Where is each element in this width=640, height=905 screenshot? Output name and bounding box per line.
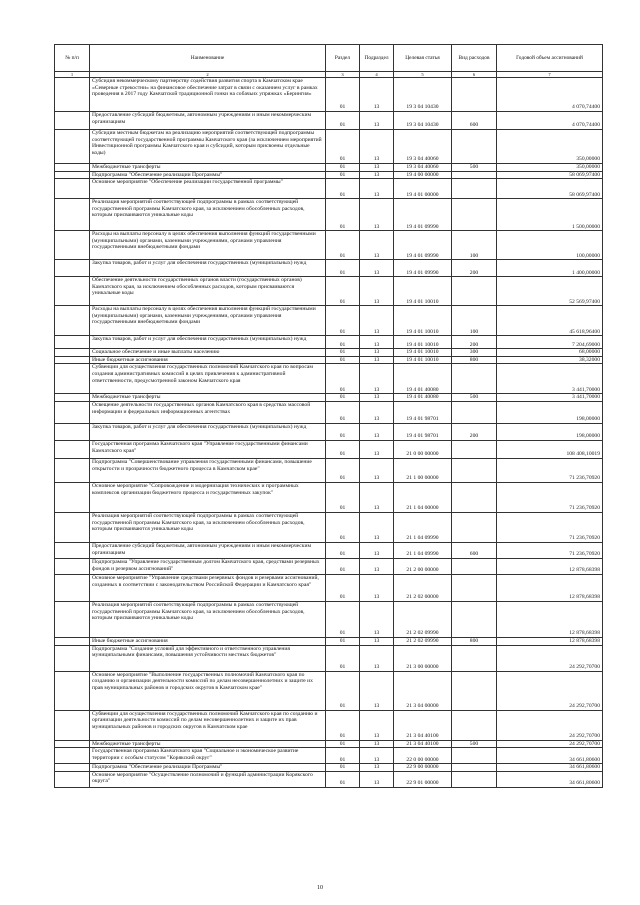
row-sum-cell: 24 292,70700: [497, 710, 603, 740]
row-name-cell: Субсидия некоммерческому партнерству содействия развития спорта в Камчатском крае «Северные стрекостни» на финансовое обеспечение затрат в связи с оказанием услуг в рамках проведения в 2017 году Камчатской традиционной гонки на собачьих упряжках «Берингия»: [90, 78, 326, 112]
row-cst-cell: 19 3 04 40060: [394, 130, 452, 164]
row-razdel-cell: 01: [326, 112, 360, 130]
row-razdel-cell: 01: [326, 260, 360, 277]
row-podrazdel-cell: 13: [360, 574, 394, 601]
row-cst-cell: 21 0 00 00000: [394, 440, 452, 458]
row-razdel-cell: 01: [326, 231, 360, 260]
table-row: [55, 748, 603, 764]
row-name-cell: Расходы на выплаты персоналу в целях обеспечения выполнения функций государственными (муниципальными) органами, казенными учреждениями, органами управления государственными внебюджетными фондами: [90, 306, 326, 336]
row-vr-cell: [452, 764, 497, 772]
row-razdel-cell: 01: [326, 512, 360, 542]
row-podrazdel-cell: 13: [360, 482, 394, 512]
row-sum-cell: 58 069,97400: [497, 171, 603, 179]
row-sum-cell: 7 204,69000: [497, 336, 603, 349]
row-cst-cell: 21 1 04 09990: [394, 542, 452, 558]
row-cst-cell: 19 4 01 10010: [394, 356, 452, 364]
row-vr-cell: 800: [452, 637, 497, 645]
col-header-sum: Годовой объем ассигнований: [497, 45, 603, 72]
row-podrazdel-cell: 13: [360, 740, 394, 748]
col-header-podrazdel: Подраздел: [360, 45, 394, 72]
row-cst-cell: 21 2 02 09990: [394, 637, 452, 645]
row-sum-cell: 71 236,70920: [497, 512, 603, 542]
row-cst-cell: 22 9 01 00000: [394, 771, 452, 787]
row-name-cell: Субвенции для осуществления государственных полномочий Камчатского края по вопросам создания административных комиссий в целях привлечения к административной ответственности, предусмотренной законом Камчатского края: [90, 364, 326, 394]
row-name-cell: Субвенции для осуществления государственных полномочий Камчатского края по созданию и организации деятельности комиссий по делам несовершеннолетних и защите их прав муниципальных районов и городских округов в Камчатском крае: [90, 710, 326, 740]
row-num-cell: [55, 364, 90, 394]
table-row: [55, 440, 603, 458]
col-index: 2: [90, 72, 326, 78]
row-sum-cell: 3 441,70000: [497, 364, 603, 394]
row-sum-cell: 58 069,97400: [497, 179, 603, 199]
row-vr-cell: [452, 558, 497, 574]
row-name-cell: Межбюджетные трансферты: [90, 164, 326, 172]
table-row: [55, 260, 603, 277]
table-row: [55, 356, 603, 364]
row-vr-cell: 200: [452, 336, 497, 349]
row-razdel-cell: 01: [326, 306, 360, 336]
table-row: [55, 542, 603, 558]
col-header-razdel: Раздел: [326, 45, 360, 72]
row-vr-cell: [452, 130, 497, 164]
row-vr-cell: [452, 401, 497, 423]
table-row: [55, 199, 603, 231]
row-name-cell: Расходы на выплаты персоналу в целях обеспечения выполнения функций государственными (муниципальными) органами, казенными учреждениями, органами управления государственными внебюджетными фондами: [90, 231, 326, 260]
row-razdel-cell: 01: [326, 349, 360, 357]
row-podrazdel-cell: 13: [360, 231, 394, 260]
page-number: 10: [317, 885, 323, 891]
row-num-cell: [55, 171, 90, 179]
row-vr-cell: [452, 171, 497, 179]
row-cst-cell: 21 1 00 00000: [394, 458, 452, 482]
table-row: [55, 458, 603, 482]
row-razdel-cell: 01: [326, 542, 360, 558]
row-cst-cell: 21 3 00 00000: [394, 645, 452, 671]
row-cst-cell: 21 1 04 09990: [394, 512, 452, 542]
table-row: [55, 336, 603, 349]
row-podrazdel-cell: 13: [360, 179, 394, 199]
row-num-cell: [55, 637, 90, 645]
table-row: [55, 231, 603, 260]
row-name-cell: Иные бюджетные ассигнования: [90, 637, 326, 645]
table-row: [55, 558, 603, 574]
row-podrazdel-cell: 13: [360, 423, 394, 440]
row-podrazdel-cell: 13: [360, 277, 394, 306]
row-razdel-cell: 01: [326, 645, 360, 671]
row-sum-cell: 1 500,00000: [497, 199, 603, 231]
row-razdel-cell: 01: [326, 199, 360, 231]
row-vr-cell: [452, 671, 497, 710]
row-num-cell: [55, 440, 90, 458]
row-num-cell: [55, 356, 90, 364]
row-razdel-cell: 01: [326, 440, 360, 458]
row-vr-cell: [452, 364, 497, 394]
row-vr-cell: 200: [452, 423, 497, 440]
row-sum-cell: 38,32000: [497, 356, 603, 364]
row-vr-cell: [452, 458, 497, 482]
table-row: [55, 764, 603, 772]
row-podrazdel-cell: 13: [360, 748, 394, 764]
row-sum-cell: 71 236,70920: [497, 482, 603, 512]
row-podrazdel-cell: 13: [360, 336, 394, 349]
row-cst-cell: 21 3 04 40100: [394, 710, 452, 740]
row-name-cell: Реализация мероприятий соответствующей подпрограммы в рамках соответствующей государственной программы Камчатского края, за исключением обособленных расходов, которым присваиваются уникальные коды: [90, 601, 326, 637]
table-header-row: [55, 45, 603, 72]
row-name-cell: Субсидии местным бюджетам на реализацию мероприятий соответствующей подпрограммы соответствующей государственной программы Камчатского края (за исключением мероприятий Инвестиционной программы Камчатского края и субсидий, которым присвоены отдельные коды): [90, 130, 326, 164]
row-sum-cell: 198,00000: [497, 401, 603, 423]
row-sum-cell: 12 878,68398: [497, 558, 603, 574]
col-index: 3: [326, 72, 360, 78]
row-name-cell: Основное мероприятие "Выполнение государственных полномочий Камчатского края по созданию и организации деятельности комиссий по делам несовершеннолетних и защите их прав муниципальных районов и городских округов в Камчатском крае": [90, 671, 326, 710]
row-num-cell: [55, 645, 90, 671]
row-name-cell: Социальное обеспечение и иные выплаты населению: [90, 349, 326, 357]
row-num-cell: [55, 306, 90, 336]
row-cst-cell: 19 3 04 10430: [394, 112, 452, 130]
row-sum-cell: 71 236,70920: [497, 542, 603, 558]
row-podrazdel-cell: 13: [360, 645, 394, 671]
row-podrazdel-cell: 13: [360, 78, 394, 112]
row-num-cell: [55, 78, 90, 112]
row-sum-cell: 34 661,80600: [497, 771, 603, 787]
table-row: [55, 394, 603, 402]
row-num-cell: [55, 394, 90, 402]
col-index: 4: [360, 72, 394, 78]
row-cst-cell: 19 4 01 00000: [394, 179, 452, 199]
table-row: [55, 601, 603, 637]
row-name-cell: Предоставление субсидий бюджетным, автономным учреждениям и иным некоммерческим организациям: [90, 112, 326, 130]
row-num-cell: [55, 130, 90, 164]
row-num-cell: [55, 710, 90, 740]
row-podrazdel-cell: 13: [360, 764, 394, 772]
row-podrazdel-cell: 13: [360, 356, 394, 364]
row-num-cell: [55, 558, 90, 574]
row-sum-cell: 24 292,70700: [497, 671, 603, 710]
row-razdel-cell: 01: [326, 423, 360, 440]
row-sum-cell: 52 569,97400: [497, 277, 603, 306]
row-num-cell: [55, 601, 90, 637]
table-row: [55, 710, 603, 740]
table-row: [55, 130, 603, 164]
row-razdel-cell: 01: [326, 164, 360, 172]
row-razdel-cell: 01: [326, 740, 360, 748]
row-podrazdel-cell: 13: [360, 349, 394, 357]
row-vr-cell: [452, 771, 497, 787]
row-name-cell: Основное мероприятие "Управление средствами резервных фондов и резервами ассигнований, созданных в соответствии с законодательством Российской Федерации и Камчатского края": [90, 574, 326, 601]
row-sum-cell: 24 292,70700: [497, 645, 603, 671]
table-row: [55, 277, 603, 306]
row-razdel-cell: 01: [326, 710, 360, 740]
row-vr-cell: [452, 601, 497, 637]
row-podrazdel-cell: 13: [360, 710, 394, 740]
row-vr-cell: 500: [452, 740, 497, 748]
row-sum-cell: 4 070,74400: [497, 78, 603, 112]
col-header-num: № п/п: [55, 45, 90, 72]
row-cst-cell: 21 2 02 00000: [394, 574, 452, 601]
row-name-cell: Подпрограмма "Обеспечение реализации Программы": [90, 764, 326, 772]
row-sum-cell: 108 408,10019: [497, 440, 603, 458]
row-cst-cell: 22 9 00 00000: [394, 764, 452, 772]
col-header-name: Наименование: [90, 45, 326, 72]
row-vr-cell: 600: [452, 112, 497, 130]
row-vr-cell: 600: [452, 542, 497, 558]
row-razdel-cell: 01: [326, 748, 360, 764]
row-name-cell: Предоставление субсидий бюджетным, автономным учреждениям и иным некоммерческим организациям: [90, 542, 326, 558]
row-num-cell: [55, 199, 90, 231]
row-podrazdel-cell: 13: [360, 164, 394, 172]
row-razdel-cell: 01: [326, 179, 360, 199]
row-vr-cell: [452, 78, 497, 112]
row-num-cell: [55, 277, 90, 306]
row-name-cell: Освещение деятельности государственных органов Камчатского края в средствах массовой информации и федеральных информационных агентствах: [90, 401, 326, 423]
row-num-cell: [55, 671, 90, 710]
row-cst-cell: 21 3 04 40100: [394, 740, 452, 748]
row-num-cell: [55, 574, 90, 601]
row-num-cell: [55, 112, 90, 130]
row-razdel-cell: 01: [326, 336, 360, 349]
row-sum-cell: 34 661,80600: [497, 748, 603, 764]
row-razdel-cell: 01: [326, 171, 360, 179]
row-sum-cell: 350,00000: [497, 164, 603, 172]
row-sum-cell: 3 441,70000: [497, 394, 603, 402]
row-razdel-cell: 01: [326, 601, 360, 637]
row-name-cell: Подпрограмма "Совершенствование управления государственными финансами, повышение открытости и прозрачности бюджетного процесса в Камчатском крае": [90, 458, 326, 482]
table-row: [55, 364, 603, 394]
row-podrazdel-cell: 13: [360, 458, 394, 482]
row-num-cell: [55, 401, 90, 423]
row-vr-cell: 200: [452, 260, 497, 277]
row-cst-cell: 19 4 01 10010: [394, 336, 452, 349]
row-cst-cell: 19 4 01 09990: [394, 260, 452, 277]
col-index: 1: [55, 72, 90, 78]
row-cst-cell: 19 4 01 98701: [394, 401, 452, 423]
row-num-cell: [55, 458, 90, 482]
row-vr-cell: [452, 277, 497, 306]
row-razdel-cell: 01: [326, 394, 360, 402]
row-num-cell: [55, 482, 90, 512]
row-num-cell: [55, 512, 90, 542]
table-row: [55, 512, 603, 542]
row-cst-cell: 19 3 04 10430: [394, 78, 452, 112]
row-podrazdel-cell: 13: [360, 364, 394, 394]
row-razdel-cell: 01: [326, 558, 360, 574]
row-num-cell: [55, 179, 90, 199]
row-cst-cell: 19 4 01 98701: [394, 423, 452, 440]
row-name-cell: Закупка товаров, работ и услуг для обеспечения государственных (муниципальных) нужд: [90, 260, 326, 277]
table-row: [55, 349, 603, 357]
row-vr-cell: [452, 440, 497, 458]
row-podrazdel-cell: 13: [360, 637, 394, 645]
row-podrazdel-cell: 13: [360, 601, 394, 637]
row-razdel-cell: 01: [326, 78, 360, 112]
col-header-cst: Целевая статья: [394, 45, 452, 72]
row-razdel-cell: 01: [326, 130, 360, 164]
row-name-cell: Реализация мероприятий соответствующей подпрограммы в рамках соответствующей государственной программы Камчатского края, за исключением обособленных расходов, которым присваиваются уникальные коды: [90, 199, 326, 231]
row-name-cell: Реализация мероприятий соответствующей подпрограммы в рамках соответствующей государственной программы Камчатского края, за исключением обособленных расходов, которым присваиваются уникальные коды: [90, 512, 326, 542]
row-razdel-cell: 01: [326, 277, 360, 306]
row-razdel-cell: 01: [326, 637, 360, 645]
table-body: [55, 78, 603, 788]
row-podrazdel-cell: 13: [360, 112, 394, 130]
row-podrazdel-cell: 13: [360, 199, 394, 231]
row-vr-cell: [452, 574, 497, 601]
row-vr-cell: 100: [452, 306, 497, 336]
row-sum-cell: 12 878,68398: [497, 601, 603, 637]
row-cst-cell: 21 2 00 00000: [394, 558, 452, 574]
row-vr-cell: [452, 645, 497, 671]
row-razdel-cell: 01: [326, 401, 360, 423]
row-name-cell: Государственная программа Камчатского края "Управление государственными финансами Камчатского края": [90, 440, 326, 458]
row-num-cell: [55, 740, 90, 748]
row-name-cell: Подпрограмма "Управление государственным долгом Камчатского края, средствами резервных фондов и резервом ассигнований": [90, 558, 326, 574]
row-podrazdel-cell: 13: [360, 512, 394, 542]
row-sum-cell: 4 070,74400: [497, 112, 603, 130]
table-row: [55, 637, 603, 645]
table-row: [55, 740, 603, 748]
row-cst-cell: 19 4 01 10010: [394, 306, 452, 336]
row-podrazdel-cell: 13: [360, 671, 394, 710]
row-num-cell: [55, 764, 90, 772]
row-name-cell: Государственная программа Камчатского края "Социальное и экономическое развитие территории с особым статусом "Корякский округ": [90, 748, 326, 764]
row-name-cell: Основное мероприятие "Обеспечение реализации государственной программы": [90, 179, 326, 199]
row-vr-cell: 100: [452, 231, 497, 260]
row-razdel-cell: 01: [326, 574, 360, 601]
budget-table: [54, 44, 603, 788]
row-vr-cell: 500: [452, 394, 497, 402]
row-num-cell: [55, 423, 90, 440]
row-razdel-cell: 01: [326, 482, 360, 512]
row-cst-cell: 21 2 02 09990: [394, 601, 452, 637]
row-podrazdel-cell: 13: [360, 394, 394, 402]
col-index: 7: [497, 72, 603, 78]
row-num-cell: [55, 542, 90, 558]
row-razdel-cell: 01: [326, 458, 360, 482]
table-row: [55, 171, 603, 179]
row-num-cell: [55, 349, 90, 357]
row-name-cell: Подпрограмма "Создание условий для эффективного и ответственного управления муниципальными финансами, повышения устойчивости местных бюджетов": [90, 645, 326, 671]
row-podrazdel-cell: 13: [360, 130, 394, 164]
row-vr-cell: [452, 199, 497, 231]
row-name-cell: Подпрограмма "Обеспечение реализации Программы": [90, 171, 326, 179]
table-row: [55, 645, 603, 671]
row-name-cell: Межбюджетные трансферты: [90, 740, 326, 748]
row-sum-cell: 100,00000: [497, 231, 603, 260]
row-name-cell: Закупка товаров, работ и услуг для обеспечения государственных (муниципальных) нужд: [90, 336, 326, 349]
col-index: 5: [394, 72, 452, 78]
table-row: [55, 401, 603, 423]
row-name-cell: Обеспечение деятельности государственных органов власти (государственных органов) Камчатского края, за исключением обособленных расходов, которым присваиваются уникальные коды: [90, 277, 326, 306]
table-row: [55, 671, 603, 710]
budget-table-page: [54, 44, 602, 788]
row-sum-cell: 12 878,68398: [497, 574, 603, 601]
row-podrazdel-cell: 13: [360, 306, 394, 336]
row-cst-cell: 19 4 01 09990: [394, 231, 452, 260]
row-podrazdel-cell: 13: [360, 558, 394, 574]
row-razdel-cell: 01: [326, 356, 360, 364]
row-cst-cell: 22 0 00 00000: [394, 748, 452, 764]
row-num-cell: [55, 260, 90, 277]
row-cst-cell: 19 3 04 40060: [394, 164, 452, 172]
row-num-cell: [55, 164, 90, 172]
row-razdel-cell: 01: [326, 364, 360, 394]
row-name-cell: Закупка товаров, работ и услуг для обеспечения государственных (муниципальных) нужд: [90, 423, 326, 440]
table-row: [55, 482, 603, 512]
row-name-cell: Основное мероприятие "Сопровождение и модернизация технических и программных комплексов организации бюджетного процесса и государственных закупок": [90, 482, 326, 512]
row-name-cell: Межбюджетные трансферты: [90, 394, 326, 402]
row-name-cell: Основное мероприятие "Осуществление полномочий и функций администрации Корякского округа": [90, 771, 326, 787]
table-row: [55, 574, 603, 601]
table-row: [55, 179, 603, 199]
row-vr-cell: [452, 748, 497, 764]
row-num-cell: [55, 336, 90, 349]
row-cst-cell: 19 4 01 09990: [394, 199, 452, 231]
row-num-cell: [55, 771, 90, 787]
row-vr-cell: [452, 179, 497, 199]
row-vr-cell: 500: [452, 164, 497, 172]
row-sum-cell: 68,00000: [497, 349, 603, 357]
row-sum-cell: 34 661,80600: [497, 764, 603, 772]
row-vr-cell: [452, 482, 497, 512]
row-sum-cell: 350,00000: [497, 130, 603, 164]
row-sum-cell: 45 618,96400: [497, 306, 603, 336]
row-sum-cell: 198,00000: [497, 423, 603, 440]
row-podrazdel-cell: 13: [360, 401, 394, 423]
table-row: [55, 306, 603, 336]
row-sum-cell: 12 878,68398: [497, 637, 603, 645]
row-vr-cell: 800: [452, 356, 497, 364]
row-num-cell: [55, 748, 90, 764]
row-cst-cell: 21 1 04 00000: [394, 482, 452, 512]
table-row: [55, 423, 603, 440]
table-row: [55, 78, 603, 112]
row-sum-cell: 71 236,70920: [497, 458, 603, 482]
row-cst-cell: 19 4 01 10010: [394, 349, 452, 357]
row-razdel-cell: 01: [326, 771, 360, 787]
row-num-cell: [55, 231, 90, 260]
row-razdel-cell: 01: [326, 764, 360, 772]
row-vr-cell: [452, 512, 497, 542]
row-podrazdel-cell: 13: [360, 440, 394, 458]
row-sum-cell: 24 292,70700: [497, 740, 603, 748]
row-razdel-cell: 01: [326, 671, 360, 710]
row-sum-cell: 1 400,00000: [497, 260, 603, 277]
row-vr-cell: [452, 710, 497, 740]
row-podrazdel-cell: 13: [360, 771, 394, 787]
row-name-cell: Иные бюджетные ассигнования: [90, 356, 326, 364]
row-cst-cell: 19 4 01 40080: [394, 394, 452, 402]
row-podrazdel-cell: 13: [360, 542, 394, 558]
col-header-vr: Вид расходов: [452, 45, 497, 72]
table-row: [55, 771, 603, 787]
table-row: [55, 112, 603, 130]
col-index: 6: [452, 72, 497, 78]
row-cst-cell: 21 3 04 00000: [394, 671, 452, 710]
row-cst-cell: 19 4 01 10010: [394, 277, 452, 306]
row-podrazdel-cell: 13: [360, 260, 394, 277]
row-vr-cell: 300: [452, 349, 497, 357]
row-cst-cell: 19 4 01 40080: [394, 364, 452, 394]
row-podrazdel-cell: 13: [360, 171, 394, 179]
table-row: [55, 164, 603, 172]
row-cst-cell: 19 4 00 00000: [394, 171, 452, 179]
